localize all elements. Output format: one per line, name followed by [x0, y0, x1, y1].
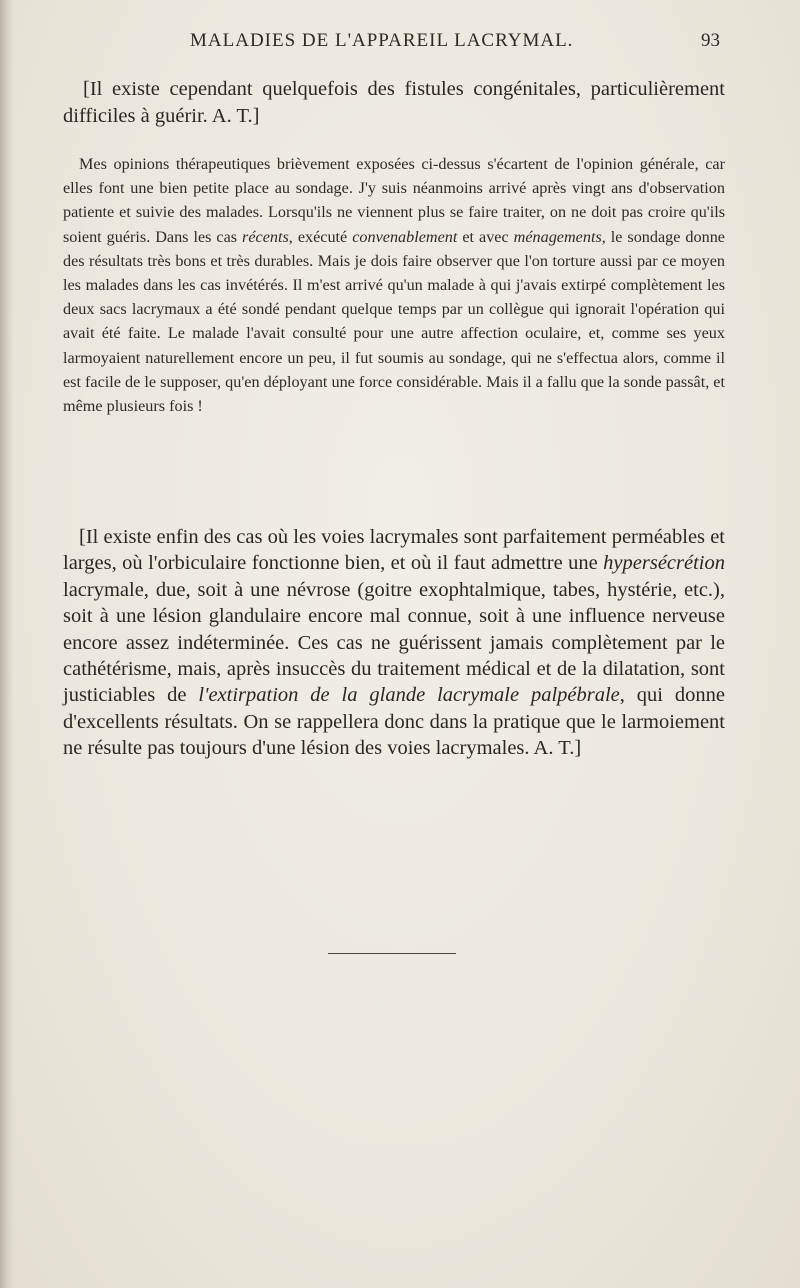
editor-note-top: [Il existe cependant quelquefois des fistules congénitales, particulièrement difficiles à guérir. A. T.]: [63, 78, 725, 127]
note-text-segment: , qui donne d'excellents résultats. On se rappellera donc dans la pratique que le larmoiement ne résulte pas toujours d'une lésion des voies lacrymales. A. T.]: [63, 684, 725, 760]
editor-note-bottom: [63, 524, 725, 762]
note-text-segment: lacrymale, due, soit à une névrose (goitre exophtalmique, tabes, hystérie, etc.), soit à une lésion glandulaire encore mal connue, soit à une influence nerveuse encore assez indéterminée. Ces cas ne guérissent jamais complètement par le cathétérisme, mais, après insuccès du traitement médical et de la dilatation, sont justiciables de: [63, 578, 725, 707]
binding-shadow: [0, 0, 14, 1288]
page-header: [60, 30, 720, 60]
body-text-segment: , le sondage donne des résultats très bons et très durables. Mais je dois faire observer que l'on torture aussi par ce moyen les malades dans les cas invétérés. Il m'est arrivé qu'un malade à qui j'avais extirpé complètement les deux sacs lacrymaux a été sondé pendant quelque temps par un collègue qui ignorait l'opération qui avait été faite. Le malade l'avait consulté pour une autre affection oculaire, et, comme ses yeux larmoyaient naturellement encore un peu, il fut soumis au sondage, qui ne s'effectua alors, comme il est facile de le supposer, qu'en déployant une force considérable. Mais il a fallu que la sonde passât, et même plusieurs fois !: [63, 227, 725, 416]
body-text-segment: Mes opinions thérapeutiques brièvement exposées ci-dessus s'écartent de l'opinion générale, car elles font une bien petite place au sondage. J'y suis néanmoins arrivé après vingt ans d'observation patiente et suivie des malades. Lorsqu'ils ne viennent plus se faire traiter, on ne doit pas croire qu'ils soient guéris. Dans les cas: [63, 155, 725, 246]
body-text-segment: et avec: [457, 227, 514, 246]
running-title: MALADIES DE L'APPAREIL LACRYMAL.: [190, 30, 574, 51]
note-text-segment: [Il existe enfin des cas où les voies lacrymales sont parfaitement perméables et larges, où l'orbiculaire fonctionne bien, et où il faut admettre une: [63, 526, 725, 575]
body-paragraph: [63, 152, 725, 418]
italic-term-extirpation: l'extirpation de la glande lacrymale palpébrale: [198, 684, 620, 707]
italic-term-recents: récents: [242, 227, 289, 246]
section-end-rule: [328, 953, 456, 954]
italic-term-hypersecretion: hypersécrétion: [603, 552, 725, 575]
italic-term-menagements: ménagements: [513, 227, 602, 246]
page-number: 93: [701, 30, 720, 51]
body-text-segment: , exécuté: [288, 227, 353, 246]
italic-term-convenablement: convenablement: [352, 227, 458, 246]
